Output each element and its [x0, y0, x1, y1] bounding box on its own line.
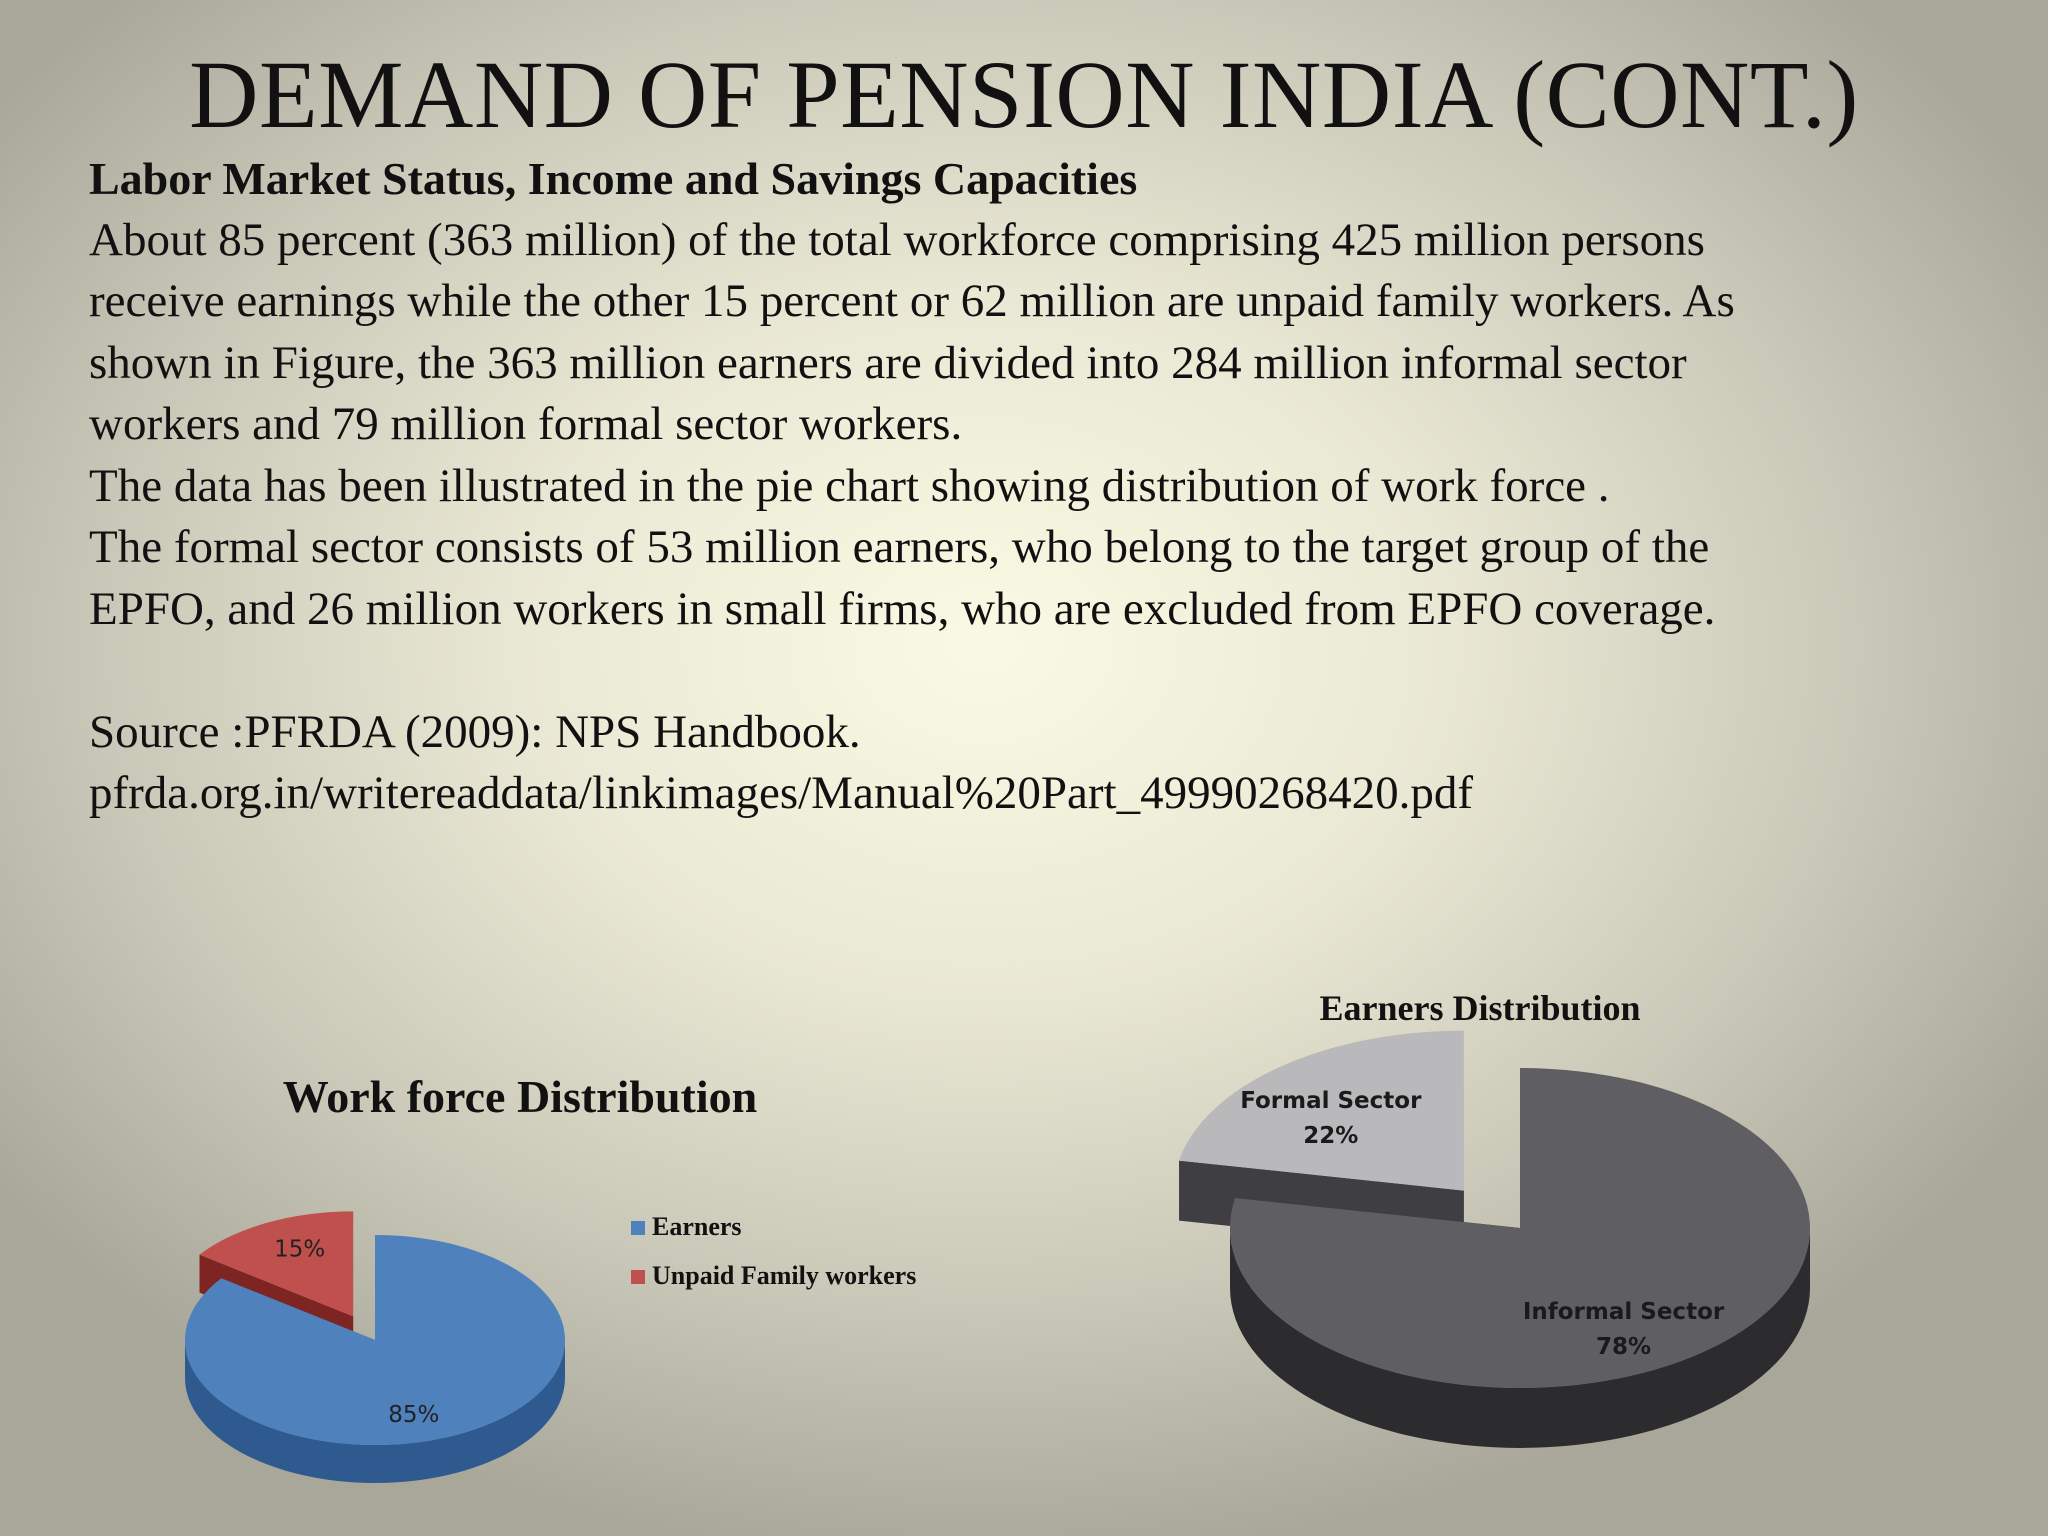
legend-swatch-unpaid-family-workers — [631, 1270, 645, 1284]
paragraph-workforce: About 85 percent (363 million) of the total workforce comprising 425 million persons receive earnings while the other 15 percent or 62 million are unpaid family workers. As shown in Figure, the 363 million earners are divided into 284 million informal sector workers and 79 million formal sector workers. — [89, 213, 1735, 450]
legend — [631, 1212, 916, 1290]
paragraph-formal-sector: The formal sector consists of 53 million earners, who belong to the target group of the EPFO, and 26 million workers in small firms, who are excluded from EPFO coverage. — [89, 521, 1716, 635]
data-label-informal-sector: Informal Sector — [1522, 1299, 1725, 1326]
workforce-pie-chart — [160, 1070, 980, 1490]
pie-slices — [185, 1211, 565, 1483]
data-label-formal-sector-value: 22% — [1303, 1122, 1359, 1149]
paragraph-illustration: The data has been illustrated in the pie chart showing distribution of work force . — [89, 459, 1610, 512]
subheading: Labor Market Status, Income and Savings Capacities — [89, 153, 1138, 204]
slide-title: DEMAND OF PENSION INDIA (CONT.) — [189, 41, 1859, 148]
legend-label-earners: Earners — [652, 1212, 742, 1241]
source-url[interactable]: pfrda.org.in/writereaddata/linkimages/Manual%20Part_49990268420.pdf — [89, 767, 1473, 819]
data-label-unpaid-family-workers: 15% — [274, 1236, 326, 1263]
data-label-earners: 85% — [388, 1402, 440, 1429]
chart-title-earners: Earners Distribution — [1319, 988, 1641, 1028]
chart-title-workforce: Work force Distribution — [282, 1071, 758, 1122]
workforce-pie-svg — [160, 1070, 980, 1490]
spacer — [89, 640, 1989, 702]
legend-label-unpaid-family-workers: Unpaid Family workers — [652, 1261, 917, 1290]
body-text — [89, 148, 1989, 825]
data-label-formal-sector: Formal Sector — [1240, 1087, 1422, 1114]
earners-pie-svg — [1150, 990, 1850, 1470]
data-label-informal-sector-value: 78% — [1595, 1334, 1652, 1361]
source-citation: Source :PFRDA (2009): NPS Handbook. — [89, 705, 861, 758]
legend-swatch-earners — [631, 1221, 645, 1235]
earners-pie-chart — [1150, 990, 1850, 1470]
